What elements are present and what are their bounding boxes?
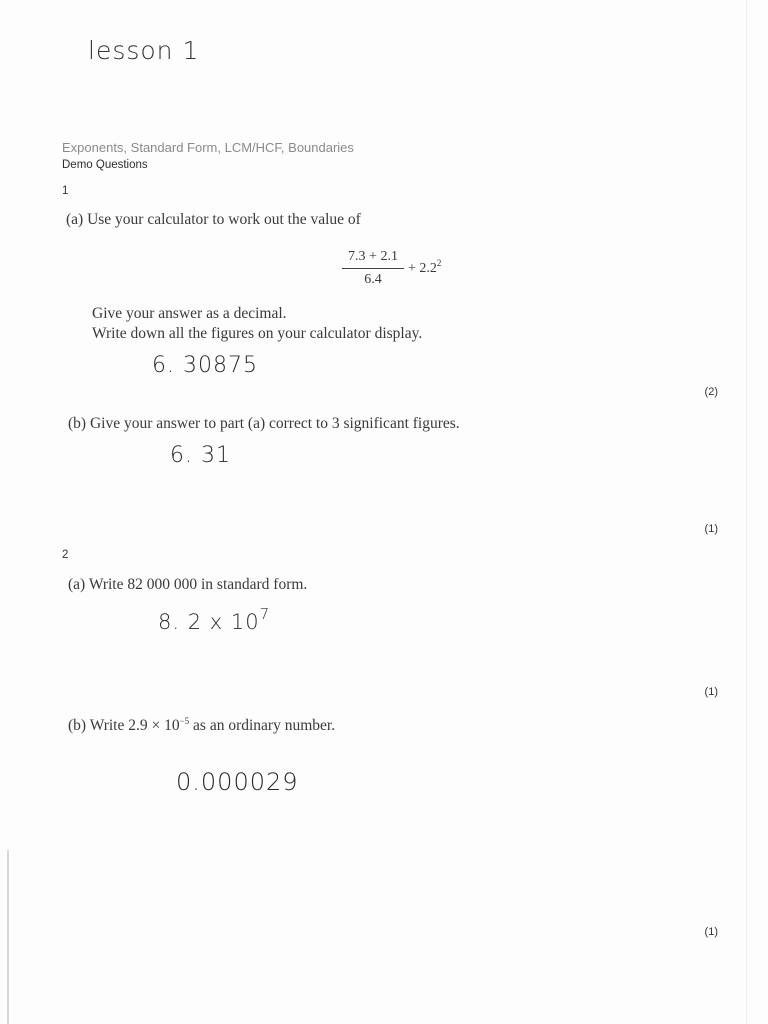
q1a-fraction-denominator: 6.4 bbox=[364, 272, 382, 287]
q1a-instruction-1: Give your answer as a decimal. bbox=[92, 305, 287, 322]
q2b-prompt-after: as an ordinary number. bbox=[189, 717, 336, 734]
q1b-handwritten-answer: 6. 31 bbox=[170, 443, 231, 468]
q1a-suffix-exponent: 2 bbox=[436, 258, 442, 268]
q1a-suffix-text: + 2.2 bbox=[408, 261, 437, 276]
q1a-prompt-text: Use your calculator to work out the value of bbox=[87, 211, 361, 228]
q2b-prompt-before: Write 2.9 × 10 bbox=[89, 717, 180, 734]
q2a-prompt-text: Write 82 000 000 in standard form. bbox=[88, 576, 308, 593]
q1a-label: (a) bbox=[66, 211, 84, 228]
q1a-fraction bbox=[342, 249, 404, 288]
scan-edge-shadow bbox=[746, 0, 747, 1024]
q2a-answer-base: 8. 2 x 10 bbox=[158, 610, 260, 634]
q2b-prompt-exponent: −5 bbox=[179, 716, 190, 726]
q2b-label: (b) bbox=[68, 717, 87, 734]
q2b-marks: (1) bbox=[704, 926, 718, 938]
q1b-label: (b) bbox=[68, 415, 87, 432]
q1a-prompt bbox=[66, 211, 361, 229]
scan-edge-mark bbox=[7, 850, 9, 1024]
q2a-answer-exponent: 7 bbox=[259, 605, 271, 623]
q1b-marks: (1) bbox=[704, 523, 718, 535]
q2a-label: (a) bbox=[68, 576, 86, 593]
q1a-marks: (2) bbox=[704, 386, 718, 398]
q1a-expression-suffix bbox=[408, 258, 441, 277]
q2b-handwritten-answer: 0.000029 bbox=[176, 768, 299, 796]
worksheet-topic: Exponents, Standard Form, LCM/HCF, Boundaries bbox=[62, 140, 354, 155]
worksheet-subtitle: Demo Questions bbox=[62, 159, 148, 171]
q2b-prompt bbox=[68, 716, 335, 735]
question-2-number: 2 bbox=[62, 549, 69, 561]
q2a-marks: (1) bbox=[704, 686, 718, 698]
q1a-instruction-2: Write down all the figures on your calculator display. bbox=[92, 325, 423, 342]
question-1-number: 1 bbox=[62, 185, 69, 197]
q1a-handwritten-answer: 6. 30875 bbox=[152, 353, 258, 378]
q1b-prompt-text: Give your answer to part (a) correct to 3 significant figures. bbox=[89, 415, 460, 432]
q2a-handwritten-answer bbox=[158, 605, 270, 634]
q1a-fraction-numerator: 7.3 + 2.1 bbox=[342, 249, 404, 269]
q1b-prompt bbox=[68, 415, 460, 433]
handwritten-lesson-title: lesson 1 bbox=[88, 36, 200, 65]
q2a-prompt bbox=[68, 576, 307, 594]
